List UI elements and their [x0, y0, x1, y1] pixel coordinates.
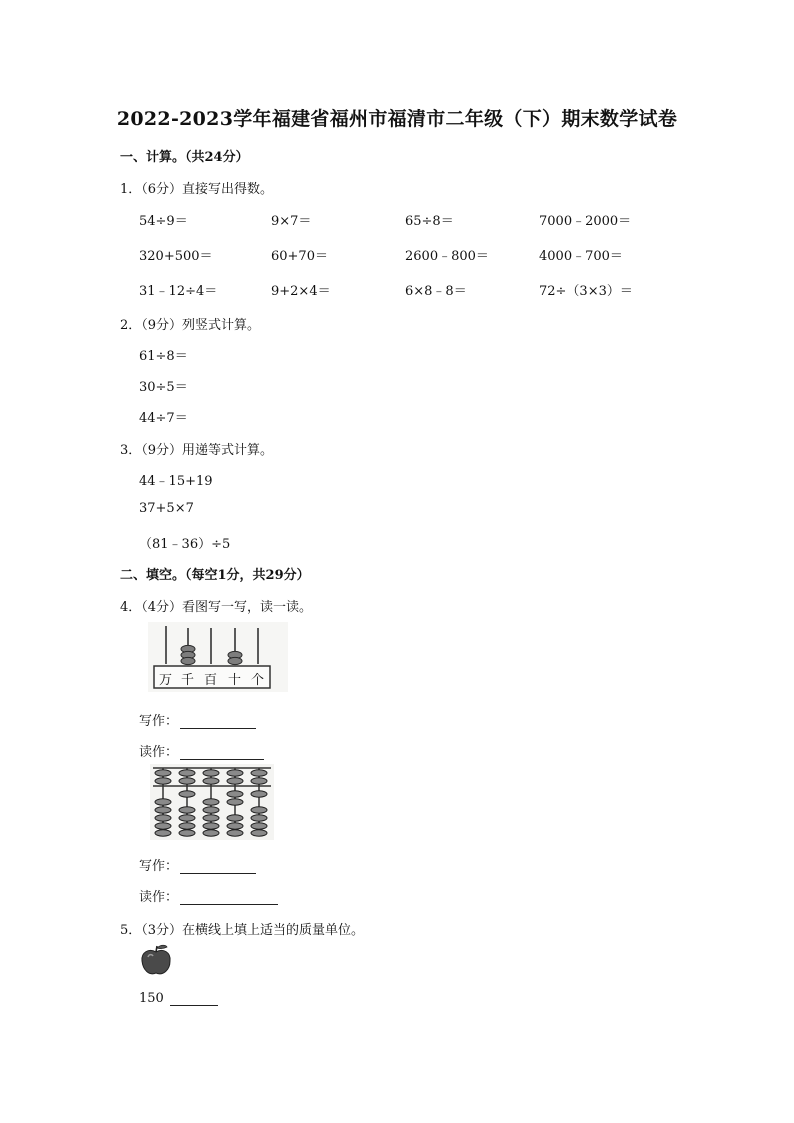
q3-item: 44﹣15+19 [139, 474, 213, 489]
q1-expr: 6×8﹣8＝ [405, 284, 467, 299]
read-answer-blank-2[interactable] [180, 890, 278, 905]
q1-row-3 [0, 280, 794, 298]
q1-expr: 4000﹣700＝ [539, 249, 623, 264]
q1-expr: 9+2×4＝ [271, 284, 331, 299]
place-label: 千 [181, 673, 195, 688]
q2-item: 44÷7＝ [139, 411, 188, 426]
write-as-line-1 [139, 710, 256, 729]
q3-item: 37+5×7 [139, 501, 194, 516]
question-5-stem: 5．（3分）在横线上填上适当的质量单位。 [120, 923, 365, 938]
section-heading-2: 二、填空。（每空1分，共29分） [120, 568, 310, 583]
q2-item: 61÷8＝ [139, 349, 188, 364]
write-answer-blank-1[interactable] [180, 714, 256, 729]
abacus-picture-1 [148, 622, 288, 692]
mass-unit-blank[interactable] [170, 991, 218, 1006]
place-label: 百 [204, 673, 218, 688]
q1-expr: 9×7＝ [271, 214, 312, 229]
q1-expr: 31﹣12÷4＝ [139, 284, 218, 299]
q1-expr: 72÷（3×3）＝ [539, 284, 633, 299]
page-title: 2022-2023学年福建省福州市福清市二年级（下）期末数学试卷 [116, 108, 678, 130]
q1-expr: 65÷8＝ [405, 214, 454, 229]
place-label: 个 [251, 673, 265, 688]
read-answer-blank-1[interactable] [180, 745, 264, 760]
apple-icon [139, 943, 173, 977]
q1-expr: 320+500＝ [139, 249, 213, 264]
write-label: 写作： [139, 859, 179, 874]
write-label: 写作： [139, 714, 179, 729]
read-as-line-1 [139, 741, 264, 760]
place-label: 万 [159, 673, 173, 688]
q1-expr: 7000﹣2000＝ [539, 214, 632, 229]
place-label: 十 [228, 673, 242, 688]
q1-expr: 60+70＝ [271, 249, 328, 264]
question-2-stem: 2．（9分）列竖式计算。 [120, 318, 261, 333]
read-label: 读作： [139, 890, 179, 905]
abacus-picture-2 [150, 764, 274, 840]
abacus-2-drawing [150, 764, 274, 840]
read-label: 读作： [139, 745, 179, 760]
q1-row-1 [0, 210, 794, 228]
question-1-stem: 1．（6分）直接写出得数。 [120, 182, 274, 197]
apple-picture [139, 943, 173, 977]
question-4-stem: 4．（4分）看图写一写，读一读。 [120, 600, 313, 615]
question-3-stem: 3．（9分）用递等式计算。 [120, 443, 274, 458]
q1-expr: 2600﹣800＝ [405, 249, 489, 264]
read-as-line-2 [139, 886, 278, 905]
q5-item-prefix: 150 [139, 991, 164, 1006]
q1-row-2 [0, 245, 794, 263]
q2-item: 30÷5＝ [139, 380, 188, 395]
write-as-line-2 [139, 855, 256, 874]
write-answer-blank-2[interactable] [180, 859, 256, 874]
section-heading-1: 一、计算。（共24分） [120, 150, 249, 165]
q5-item-1 [139, 991, 218, 1006]
q1-expr: 54÷9＝ [139, 214, 188, 229]
q3-item: （81﹣36）÷5 [139, 537, 231, 552]
